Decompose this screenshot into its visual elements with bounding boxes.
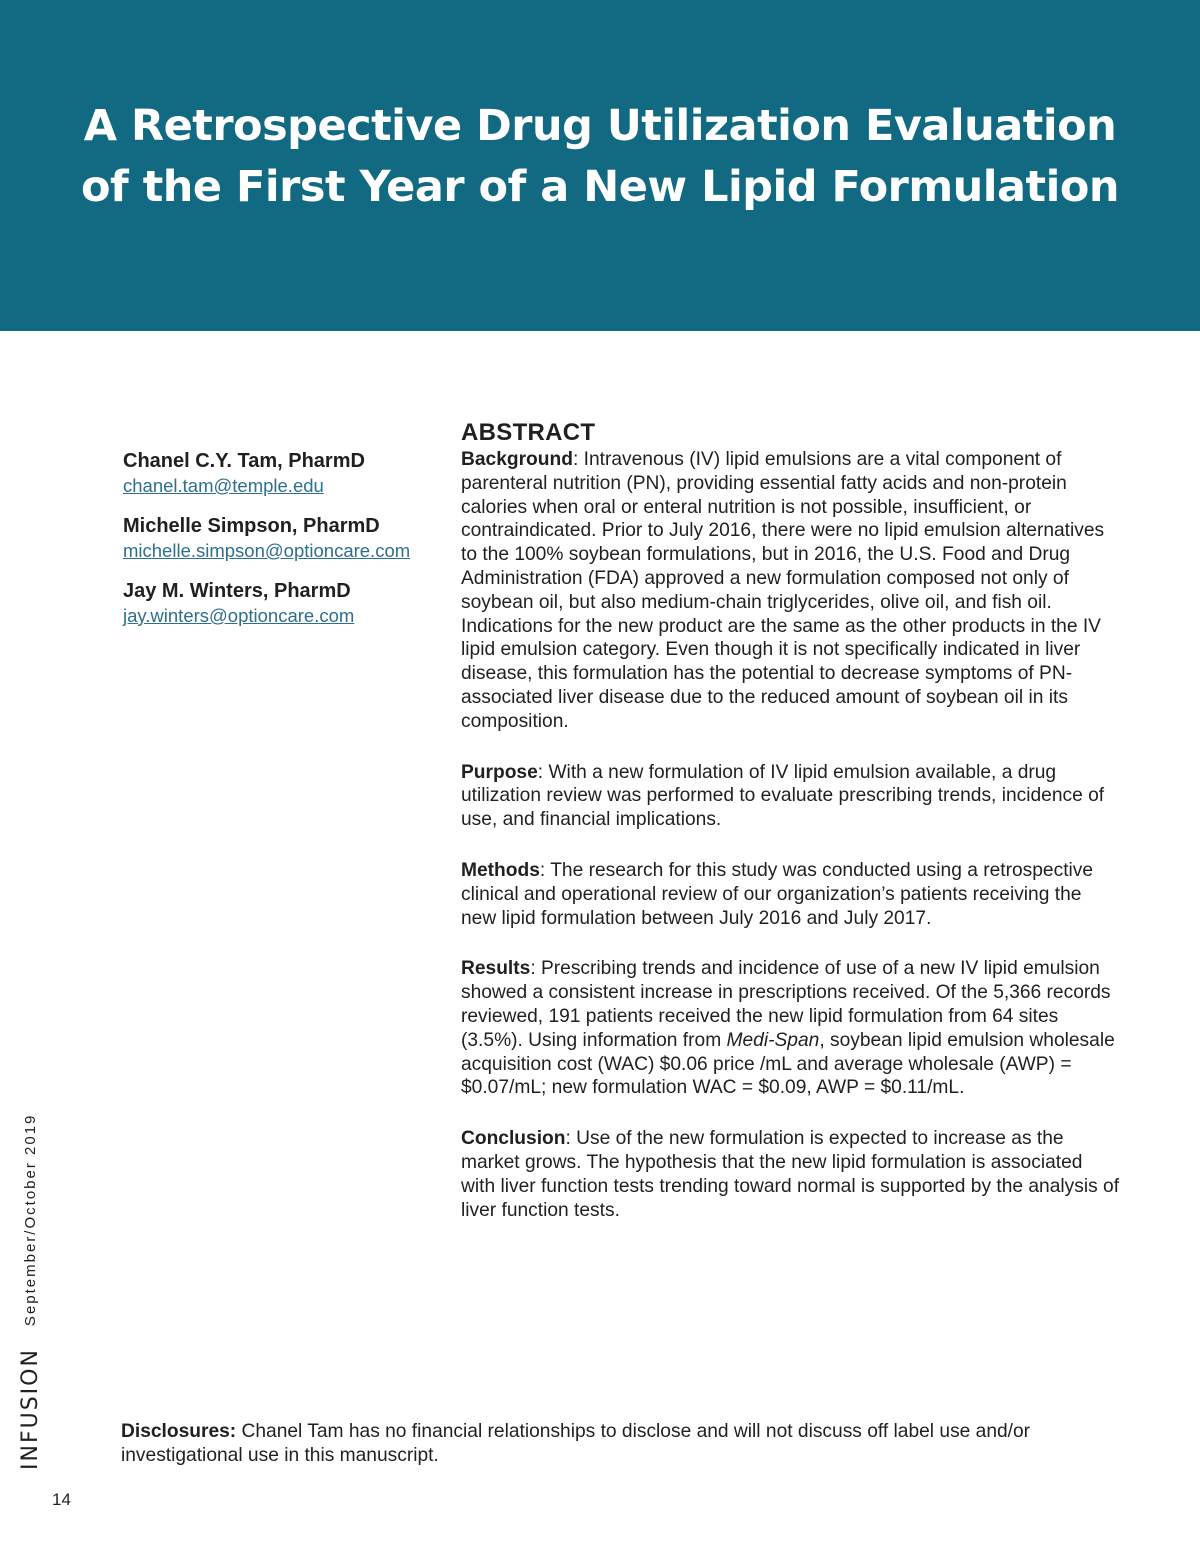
section-label: Methods xyxy=(461,859,540,881)
abstract-conclusion xyxy=(461,1127,1121,1222)
author-entry xyxy=(123,513,443,563)
title-line-2: of the First Year of a New Lipid Formulation xyxy=(81,162,1119,212)
abstract-heading: ABSTRACT xyxy=(461,419,596,446)
journal-name: INFUSION xyxy=(18,1348,43,1470)
section-text: : The research for this study was conducted using a retrospective clinical and operational review of our organization’s patients receiving the new lipid formulation between July 2016 and July 2017. xyxy=(461,859,1094,929)
author-email-link[interactable]: chanel.tam@temple.edu xyxy=(123,475,324,496)
section-text: : With a new formulation of IV lipid emulsion available, a drug utilization review was performed to evaluate prescribing trends, incidence of use, and financial implications. xyxy=(461,761,1105,831)
abstract-methods xyxy=(461,859,1121,930)
issue-date: September/October 2019 xyxy=(22,1113,39,1327)
abstract-background xyxy=(461,448,1121,734)
source-name: Medi-Span xyxy=(726,1029,820,1051)
title-line-1: A Retrospective Drug Utilization Evaluation xyxy=(83,101,1117,151)
abstract-results xyxy=(461,957,1121,1100)
author-name: Jay M. Winters, PharmD xyxy=(123,580,351,602)
header-band xyxy=(0,0,1200,331)
author-name: Chanel C.Y. Tam, PharmD xyxy=(123,450,365,472)
author-entry xyxy=(123,578,443,628)
disclosures-label: Disclosures: xyxy=(121,1421,237,1442)
section-text: , soybean lipid emulsion wholesale acquisition cost (WAC) $0.06 price /mL and average wholesale (AWP) = $0.07/mL; new formulation WAC = $0.09, AWP = $0.11/mL. xyxy=(461,1029,1115,1099)
disclosures xyxy=(121,1420,1121,1468)
section-label: Results xyxy=(461,958,531,980)
section-text: : Use of the new formulation is expected to increase as the market grows. The hypothesis that the new lipid formulation is associated with liver function tests trending toward normal is supported by the analysis of liver function tests. xyxy=(461,1128,1120,1221)
section-label: Conclusion xyxy=(461,1128,566,1150)
author-name: Michelle Simpson, PharmD xyxy=(123,515,380,537)
author-entry xyxy=(123,448,443,498)
author-list xyxy=(123,448,443,643)
section-text: : Prescribing trends and incidence of use of a new IV lipid emulsion showed a consistent increase in prescriptions received. Of the 5,366 records reviewed, 191 patients received the new lipid formulation from 64 sites (3.5%). Using information from xyxy=(461,958,1111,1051)
page-title xyxy=(60,96,1140,218)
disclosures-text: Chanel Tam has no financial relationships to disclose and will not discuss off label use and/or investigational use in this manuscript. xyxy=(121,1421,1031,1466)
author-email-link[interactable]: michelle.simpson@optioncare.com xyxy=(123,540,411,561)
section-text: : Intravenous (IV) lipid emulsions are a vital component of parenteral nutrition (PN), providing essential fatty acids and non-protein calories when oral or enteral nutrition is not possible, insufficient, or contraindicated. Prior to July 2016, there were no lipid emulsion alternatives to the 100% soybean formulations, but in 2016, the U.S. Food and Drug Administration (FDA) approved a new formulation composed not only of soybean oil, but also medium-chain triglycerides, olive oil, and fish oil. Indications for the new product are the same as the other products in the IV lipid emulsion category. Even though it is not specifically indicated in liver disease, this formulation has the potential to decrease symptoms of PN-associated liver disease due to the reduced amount of soybean oil in its composition. xyxy=(461,449,1105,732)
page-number: 14 xyxy=(52,1490,71,1509)
section-label: Background xyxy=(461,449,573,470)
abstract-purpose xyxy=(461,761,1121,832)
author-email-link[interactable]: jay.winters@optioncare.com xyxy=(123,605,355,626)
abstract xyxy=(461,418,1121,1249)
section-label: Purpose xyxy=(461,761,538,783)
side-rail xyxy=(18,970,48,1470)
